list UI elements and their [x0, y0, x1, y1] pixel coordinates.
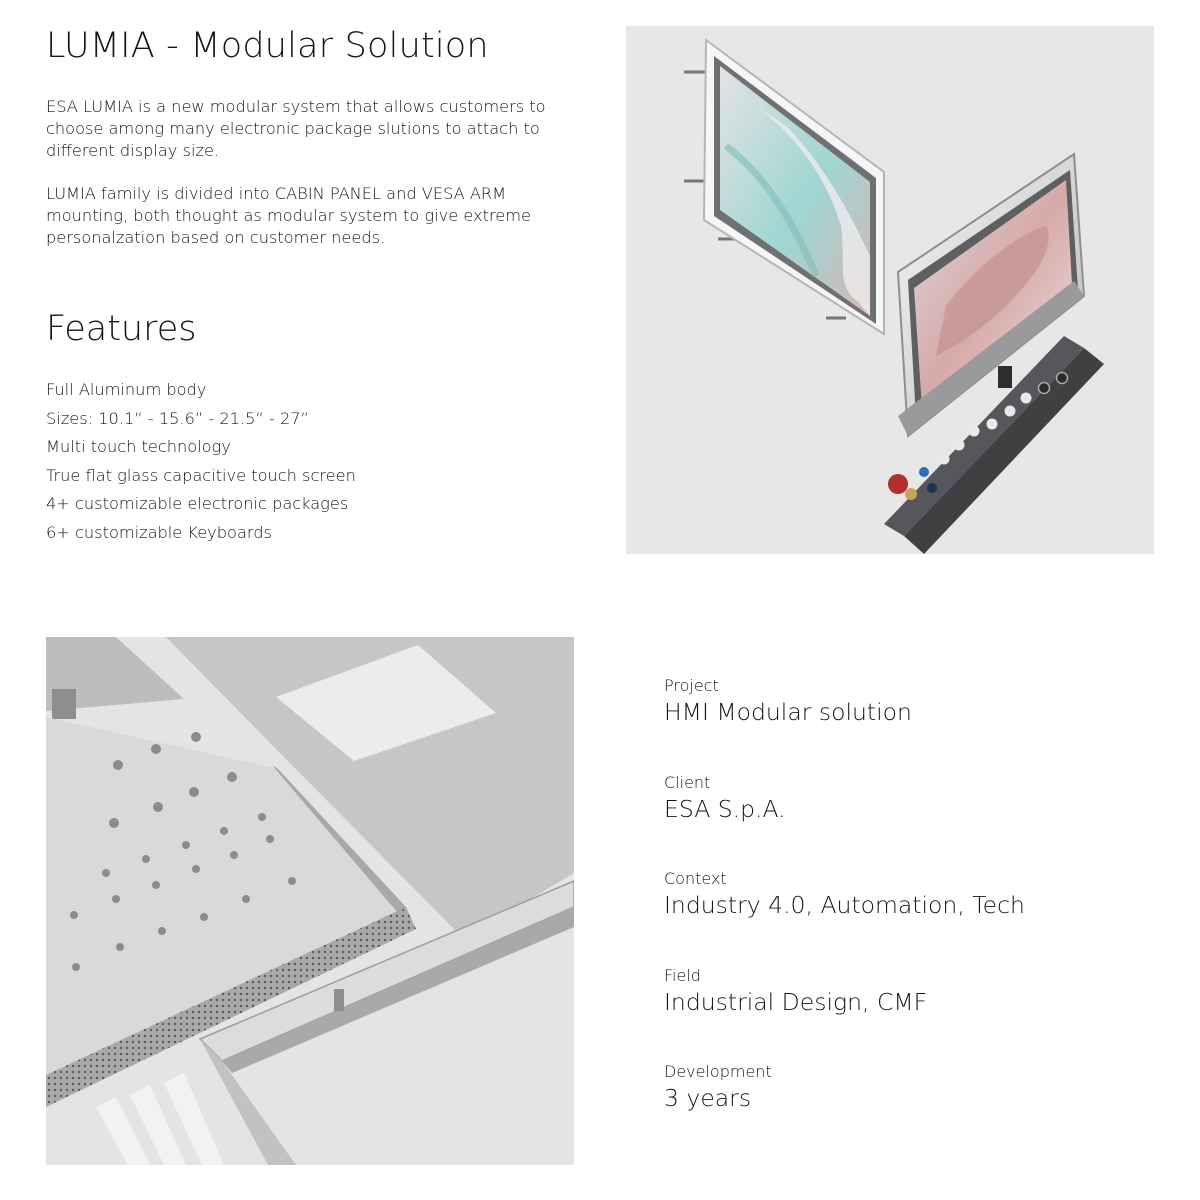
- info-value: ESA S.p.A.: [664, 794, 786, 823]
- features-list: [46, 376, 586, 548]
- info-field: [664, 966, 1164, 1063]
- info-label: Project: [664, 676, 719, 695]
- info-value: Industry 4.0, Automation, Tech: [664, 891, 1025, 919]
- page-title: LUMIA - Modular Solution: [46, 26, 489, 66]
- project-info: [664, 676, 1164, 1159]
- info-label: Client: [664, 772, 711, 792]
- info-client: [664, 773, 1164, 870]
- info-value: Industrial Design, CMF: [664, 987, 928, 1016]
- feature-item: 6+ customizable Keyboards: [46, 522, 272, 542]
- intro-paragraph-2: LUMIA family is divided into CABIN PANEL and VESA ARM mounting, both thought as modular system to give extreme personalzation based on customer needs.: [46, 184, 531, 247]
- info-value: 3 years: [664, 1084, 752, 1112]
- feature-item: Multi touch technology: [46, 437, 231, 457]
- intro-paragraph-1: ESA LUMIA is a new modular system that allows customers to choose among many electronic package slutions to attach to different display size.: [46, 97, 546, 160]
- feature-item: 4+ customizable electronic packages: [46, 494, 349, 514]
- feature-item: True flat glass capacitive touch screen: [46, 465, 356, 485]
- info-label: Development: [664, 1062, 772, 1081]
- features-heading: Features: [46, 309, 197, 349]
- aluminum-components-render: [46, 637, 574, 1165]
- info-development: [664, 1062, 1164, 1159]
- feature-item: Sizes: 10.1” - 15.6” - 21.5” - 27”: [46, 408, 309, 428]
- hmi-displays-render: [626, 26, 1154, 554]
- info-label: Context: [664, 869, 727, 888]
- emergency-stop-button: [888, 474, 908, 494]
- info-context: [664, 869, 1164, 966]
- info-label: Field: [664, 965, 701, 985]
- cabin-panel-display: [684, 40, 884, 334]
- info-project: [664, 676, 1164, 773]
- intro-text: [46, 96, 566, 270]
- hmi-displays-illustration: [626, 26, 1154, 554]
- aluminum-components-illustration: [46, 637, 574, 1165]
- info-value: HMI Modular solution: [664, 698, 912, 726]
- feature-item: Full Aluminum body: [46, 380, 207, 399]
